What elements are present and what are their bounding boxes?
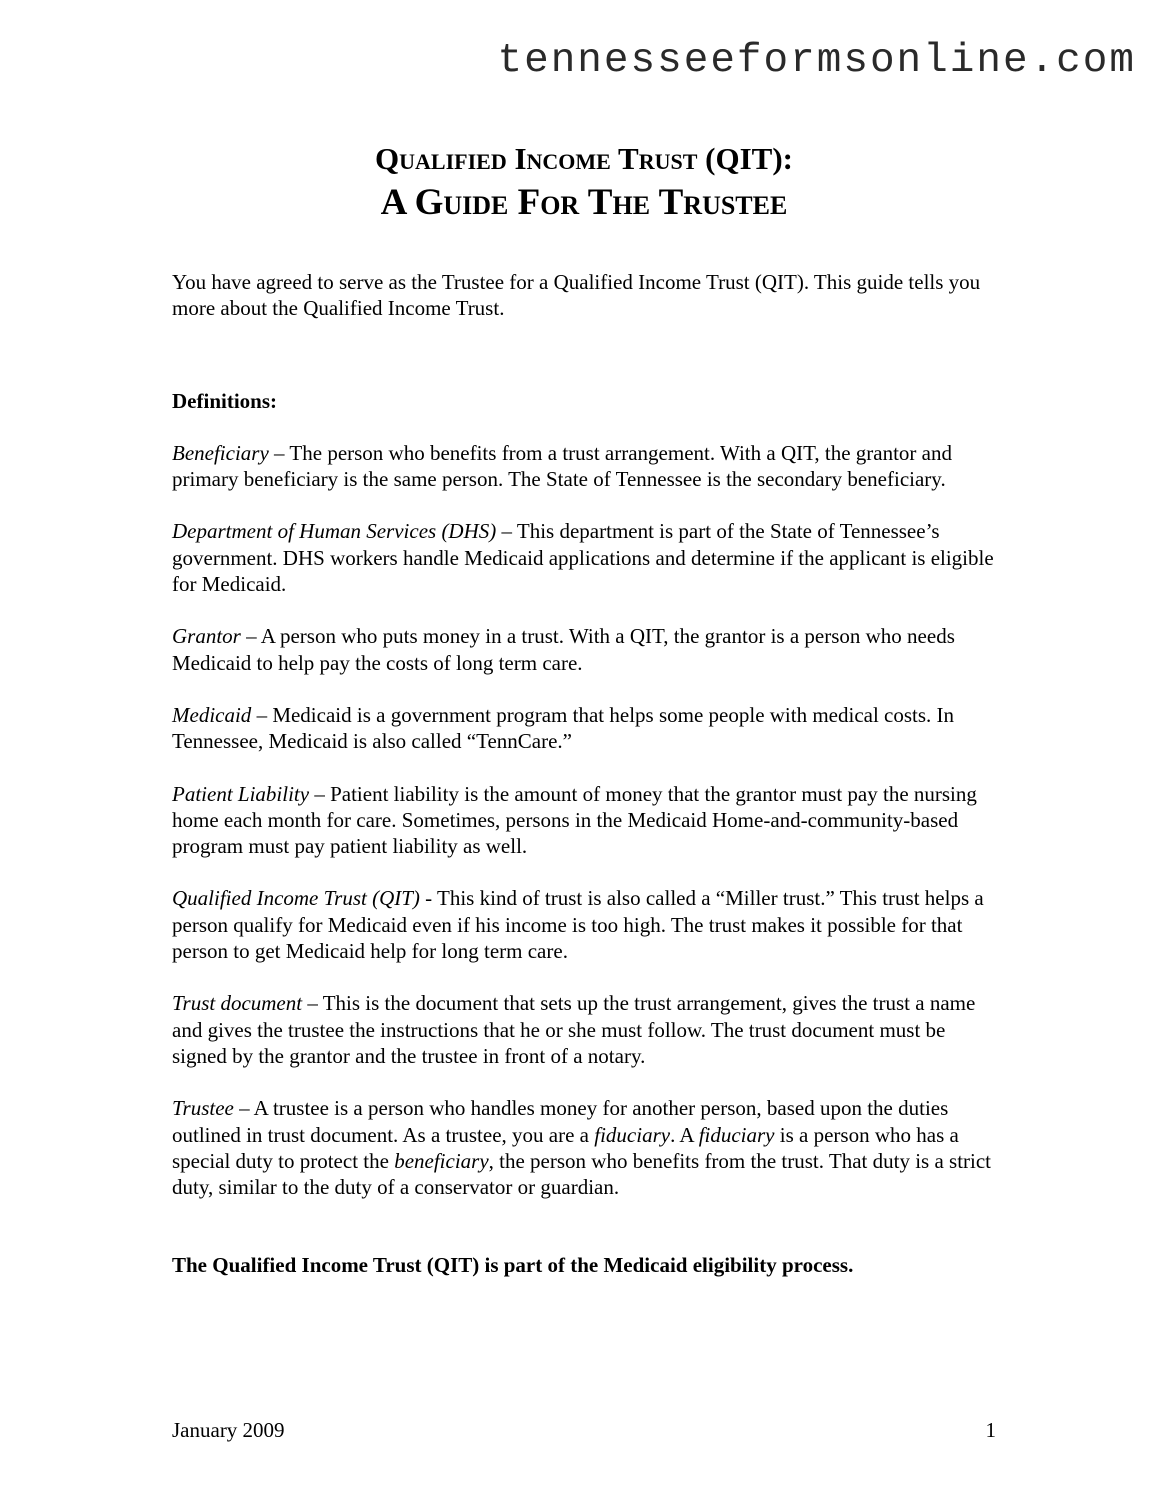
definition-trustee — [172, 1095, 1002, 1200]
footer-date: January 2009 — [172, 1418, 285, 1442]
definition-patient-liability — [172, 781, 1002, 860]
definition-beneficiary — [172, 440, 1002, 493]
definition-text: – A trustee is a person who handles money for another person, based upon the duties outlined in trust document. As a trustee, you are a — [172, 1096, 949, 1147]
definition-term: Beneficiary — [172, 440, 269, 465]
emphasis-fiduciary: fiduciary — [594, 1122, 671, 1147]
definition-text: . A — [670, 1122, 699, 1147]
definition-term: Patient Liability — [172, 781, 310, 806]
definition-text: – This department is part of the State of Tennessee’s government. DHS workers handle Medicaid applications and determine if the applicant is eligible for Medicaid. — [172, 519, 994, 597]
definition-grantor — [172, 623, 1002, 676]
definition-medicaid — [172, 702, 1002, 755]
definition-dhs — [172, 518, 1002, 597]
site-watermark: tennesseeformsonline.com — [497, 38, 1136, 84]
definition-term: Trust document — [172, 991, 303, 1016]
definition-text: – This is the document that sets up the trust arrangement, gives the trust a name and gives the trustee the instructions that he or she must follow. The trust document must be signed by the grantor and the trustee in front of a notary. — [172, 991, 976, 1068]
definition-term: Grantor — [172, 624, 241, 649]
emphasis-fiduciary: fiduciary — [698, 1122, 775, 1147]
intro-paragraph: You have agreed to serve as the Trustee for a Qualified Income Trust (QIT). This guide tells you more about the Qualified Income Trust. — [172, 270, 981, 321]
definition-text: is a person who has a special duty to protect the — [172, 1122, 959, 1173]
emphasis-beneficiary: beneficiary — [394, 1148, 489, 1173]
definition-text: - This kind of trust is also called a “Miller trust.” This trust helps a person qualify for Medicaid even if his income is too high. The trust makes it possible for that person to get Medicaid help for long term care. — [172, 886, 984, 964]
definition-text: – The person who benefits from a trust arrangement. With a QIT, the grantor and primary beneficiary is the same person. The State of Tennessee is the secondary beneficiary. — [172, 440, 952, 492]
definition-term: Medicaid — [172, 702, 252, 727]
closing-statement: The Qualified Income Trust (QIT) is part of the Medicaid eligibility process. — [172, 1253, 854, 1278]
definition-text: , the person who benefits from the trust. That duty is a strict duty, similar to the duty of a conservator or guardian. — [172, 1148, 992, 1200]
definition-trust-document — [172, 990, 1002, 1069]
definition-text: – A person who puts money in a trust. With a QIT, the grantor is a person who needs Medicaid to help pay the costs of long term care. — [172, 624, 955, 675]
title-line-2: A Guide For The Trustee — [380, 182, 788, 223]
definition-text: – Medicaid is a government program that helps some people with medical costs. In Tennessee, Medicaid is also called “TennCare.” — [172, 702, 955, 754]
document-title — [0, 140, 1168, 226]
definition-qit — [172, 885, 1002, 964]
definition-text: – Patient liability is the amount of money that the grantor must pay the nursing home each month for care. Sometimes, persons in the Medicaid Home-and-community-based program must pay patient liability as well. — [172, 781, 977, 859]
definition-term: Qualified Income Trust (QIT) — [172, 886, 420, 911]
title-line-1: Qualified Income Trust (QIT): — [375, 141, 793, 176]
page-number: 1 — [985, 1418, 996, 1442]
definition-term: Department of Human Services (DHS) — [172, 519, 497, 544]
definition-term: Trustee — [172, 1096, 234, 1121]
definitions-heading: Definitions: — [172, 388, 277, 413]
document-body — [172, 269, 1002, 1279]
